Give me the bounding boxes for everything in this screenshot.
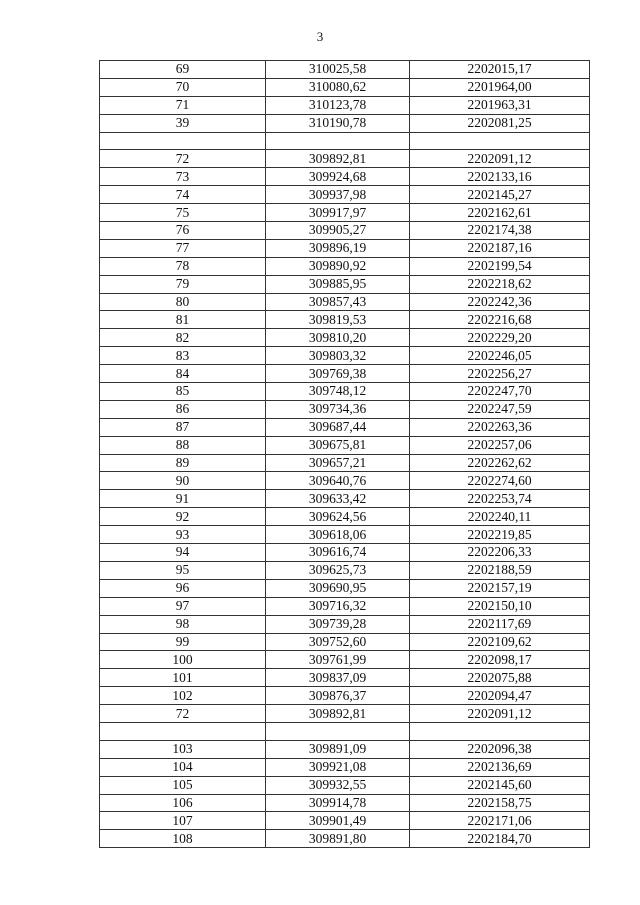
y-coordinate-cell: 2202162,61: [410, 204, 590, 222]
point-number-cell: 81: [100, 311, 266, 329]
x-coordinate-cell: 309625,73: [266, 561, 410, 579]
point-number-cell: 83: [100, 347, 266, 365]
x-coordinate-cell: 309739,28: [266, 615, 410, 633]
point-number-cell: 95: [100, 561, 266, 579]
y-coordinate-cell: 2202229,20: [410, 329, 590, 347]
y-coordinate-cell: 2202145,60: [410, 776, 590, 794]
table-row: [100, 257, 590, 275]
x-coordinate-cell: 309901,49: [266, 812, 410, 830]
table-row: [100, 544, 590, 562]
y-coordinate-cell: 2202145,27: [410, 186, 590, 204]
y-coordinate-cell: 2202242,36: [410, 293, 590, 311]
y-coordinate-cell: 2202098,17: [410, 651, 590, 669]
y-coordinate-cell: 2202247,70: [410, 383, 590, 401]
point-number-cell: 104: [100, 758, 266, 776]
table-row: [100, 275, 590, 293]
x-coordinate-cell: 309914,78: [266, 794, 410, 812]
table-row: [100, 490, 590, 508]
x-coordinate-cell: 309924,68: [266, 168, 410, 186]
table-row: [100, 812, 590, 830]
table-row: [100, 740, 590, 758]
y-coordinate-cell: 2202081,25: [410, 114, 590, 132]
y-coordinate-cell: 2202075,88: [410, 669, 590, 687]
x-coordinate-cell: 309657,21: [266, 454, 410, 472]
group-separator-row: [100, 722, 590, 740]
point-number-cell: 93: [100, 526, 266, 544]
y-coordinate-cell: 2202240,11: [410, 508, 590, 526]
table-row: [100, 794, 590, 812]
table-row: [100, 329, 590, 347]
table-row: [100, 597, 590, 615]
y-coordinate-cell: 2202262,62: [410, 454, 590, 472]
table-row: [100, 776, 590, 794]
point-number-cell: 106: [100, 794, 266, 812]
x-coordinate-cell: 309896,19: [266, 239, 410, 257]
x-coordinate-cell: 309633,42: [266, 490, 410, 508]
y-coordinate-cell: 2202096,38: [410, 740, 590, 758]
table-row: [100, 436, 590, 454]
x-coordinate-cell: 309687,44: [266, 418, 410, 436]
table-row: [100, 705, 590, 723]
x-coordinate-cell: 309905,27: [266, 222, 410, 240]
y-coordinate-cell: 2202171,06: [410, 812, 590, 830]
coordinates-table-body: [100, 61, 590, 848]
group-separator-row: [100, 132, 590, 150]
table-row: [100, 168, 590, 186]
x-coordinate-cell: 309932,55: [266, 776, 410, 794]
table-row: [100, 293, 590, 311]
x-coordinate-cell: 309891,09: [266, 740, 410, 758]
point-number-cell: 90: [100, 472, 266, 490]
x-coordinate-cell: 309769,38: [266, 365, 410, 383]
x-coordinate-cell: 309624,56: [266, 508, 410, 526]
y-coordinate-cell: 2202256,27: [410, 365, 590, 383]
table-row: [100, 508, 590, 526]
y-coordinate-cell: 2201964,00: [410, 78, 590, 96]
point-number-cell: 39: [100, 114, 266, 132]
point-number-cell: 84: [100, 365, 266, 383]
x-coordinate-cell: 309716,32: [266, 597, 410, 615]
x-coordinate-cell: 309891,80: [266, 830, 410, 848]
x-coordinate-cell: 309810,20: [266, 329, 410, 347]
point-number-cell: 82: [100, 329, 266, 347]
point-number-cell: 77: [100, 239, 266, 257]
x-coordinate-cell: 309837,09: [266, 669, 410, 687]
table-row: [100, 669, 590, 687]
y-coordinate-cell: 2202109,62: [410, 633, 590, 651]
y-coordinate-cell: 2202091,12: [410, 705, 590, 723]
x-coordinate-cell: 309752,60: [266, 633, 410, 651]
y-coordinate-cell: 2201963,31: [410, 96, 590, 114]
point-number-cell: 76: [100, 222, 266, 240]
y-coordinate-cell: 2202091,12: [410, 150, 590, 168]
y-coordinate-cell: 2202219,85: [410, 526, 590, 544]
x-coordinate-cell: 310025,58: [266, 61, 410, 79]
point-number-cell: 108: [100, 830, 266, 848]
point-number-cell: 99: [100, 633, 266, 651]
y-coordinate-cell: 2202184,70: [410, 830, 590, 848]
x-coordinate-cell: 309675,81: [266, 436, 410, 454]
point-number-cell: 78: [100, 257, 266, 275]
table-row: [100, 400, 590, 418]
table-row: [100, 830, 590, 848]
coordinates-table: [99, 60, 590, 848]
point-number-cell: 86: [100, 400, 266, 418]
y-coordinate-cell: 2202094,47: [410, 687, 590, 705]
y-coordinate-cell: 2202247,59: [410, 400, 590, 418]
table-row: [100, 383, 590, 401]
x-coordinate-cell: 309819,53: [266, 311, 410, 329]
point-number-cell: 105: [100, 776, 266, 794]
x-coordinate-cell: 309748,12: [266, 383, 410, 401]
x-coordinate-cell: 309876,37: [266, 687, 410, 705]
x-coordinate-cell: 309921,08: [266, 758, 410, 776]
point-number-cell: 101: [100, 669, 266, 687]
x-coordinate-cell: 309640,76: [266, 472, 410, 490]
point-number-cell: 97: [100, 597, 266, 615]
y-coordinate-cell: 2202216,68: [410, 311, 590, 329]
table-row: [100, 418, 590, 436]
y-coordinate-cell: 2202274,60: [410, 472, 590, 490]
table-row: [100, 526, 590, 544]
point-number-cell: 88: [100, 436, 266, 454]
table-row: [100, 204, 590, 222]
y-coordinate-cell: 2202136,69: [410, 758, 590, 776]
table-row: [100, 96, 590, 114]
point-number-cell: 100: [100, 651, 266, 669]
point-number-cell: 72: [100, 150, 266, 168]
y-coordinate-cell: 2202257,06: [410, 436, 590, 454]
y-coordinate-cell: 2202188,59: [410, 561, 590, 579]
x-coordinate-cell: 309892,81: [266, 705, 410, 723]
point-number-cell: 69: [100, 61, 266, 79]
point-number-cell: 98: [100, 615, 266, 633]
table-row: [100, 651, 590, 669]
x-coordinate-cell: 309885,95: [266, 275, 410, 293]
x-coordinate-cell: 309890,92: [266, 257, 410, 275]
table-row: [100, 114, 590, 132]
table-row: [100, 454, 590, 472]
x-coordinate-cell: 309803,32: [266, 347, 410, 365]
y-coordinate-cell: 2202199,54: [410, 257, 590, 275]
x-coordinate-cell: 309892,81: [266, 150, 410, 168]
point-number-cell: 72: [100, 705, 266, 723]
point-number-cell: 71: [100, 96, 266, 114]
y-coordinate-cell: 2202117,69: [410, 615, 590, 633]
table-row: [100, 615, 590, 633]
table-row: [100, 61, 590, 79]
x-coordinate-cell: 310080,62: [266, 78, 410, 96]
x-coordinate-cell: 310190,78: [266, 114, 410, 132]
y-coordinate-cell: 2202218,62: [410, 275, 590, 293]
table-row: [100, 633, 590, 651]
y-coordinate-cell: 2202133,16: [410, 168, 590, 186]
y-coordinate-cell: 2202174,38: [410, 222, 590, 240]
x-coordinate-cell: 309616,74: [266, 544, 410, 562]
point-number-cell: 94: [100, 544, 266, 562]
x-coordinate-cell: 309937,98: [266, 186, 410, 204]
x-coordinate-cell: 309618,06: [266, 526, 410, 544]
table-row: [100, 311, 590, 329]
table-row: [100, 687, 590, 705]
point-number-cell: 92: [100, 508, 266, 526]
point-number-cell: 89: [100, 454, 266, 472]
y-coordinate-cell: 2202157,19: [410, 579, 590, 597]
point-number-cell: 79: [100, 275, 266, 293]
page-number: 3: [316, 29, 324, 44]
x-coordinate-cell: 309690,95: [266, 579, 410, 597]
point-number-cell: 91: [100, 490, 266, 508]
x-coordinate-cell: 310123,78: [266, 96, 410, 114]
point-number-cell: 74: [100, 186, 266, 204]
y-coordinate-cell: 2202158,75: [410, 794, 590, 812]
table-row: [100, 758, 590, 776]
table-row: [100, 150, 590, 168]
table-row: [100, 579, 590, 597]
point-number-cell: 85: [100, 383, 266, 401]
point-number-cell: 73: [100, 168, 266, 186]
table-row: [100, 78, 590, 96]
point-number-cell: 102: [100, 687, 266, 705]
x-coordinate-cell: 309734,36: [266, 400, 410, 418]
point-number-cell: 107: [100, 812, 266, 830]
x-coordinate-cell: 309761,99: [266, 651, 410, 669]
table-row: [100, 186, 590, 204]
y-coordinate-cell: 2202246,05: [410, 347, 590, 365]
table-row: [100, 222, 590, 240]
point-number-cell: 75: [100, 204, 266, 222]
x-coordinate-cell: 309857,43: [266, 293, 410, 311]
y-coordinate-cell: 2202015,17: [410, 61, 590, 79]
point-number-cell: 70: [100, 78, 266, 96]
table-row: [100, 347, 590, 365]
y-coordinate-cell: 2202150,10: [410, 597, 590, 615]
table-row: [100, 365, 590, 383]
table-row: [100, 239, 590, 257]
point-number-cell: 103: [100, 740, 266, 758]
table-row: [100, 561, 590, 579]
point-number-cell: 96: [100, 579, 266, 597]
y-coordinate-cell: 2202253,74: [410, 490, 590, 508]
x-coordinate-cell: 309917,97: [266, 204, 410, 222]
y-coordinate-cell: 2202187,16: [410, 239, 590, 257]
point-number-cell: 80: [100, 293, 266, 311]
point-number-cell: 87: [100, 418, 266, 436]
y-coordinate-cell: 2202206,33: [410, 544, 590, 562]
table-row: [100, 472, 590, 490]
y-coordinate-cell: 2202263,36: [410, 418, 590, 436]
